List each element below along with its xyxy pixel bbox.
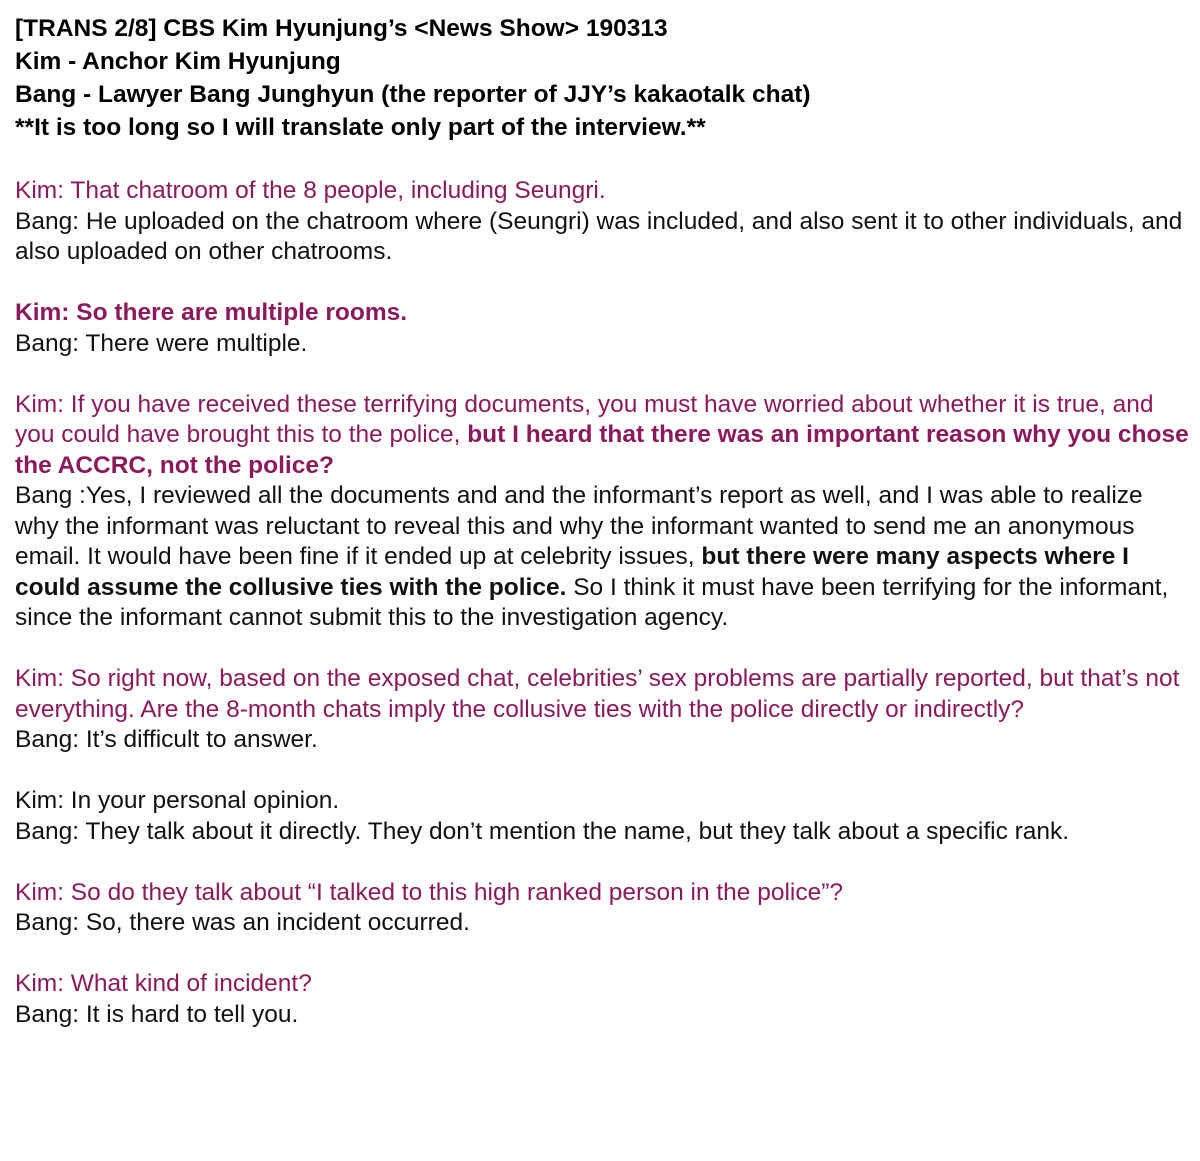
question-5: Kim: In your personal opinion. xyxy=(15,787,340,814)
question-3 xyxy=(15,390,1190,482)
answer-3-text-start: Bang :Yes, I reviewed all the documents and and the informant’s report as well, and I was able to realize why the informant was reluctant to reveal this and why the informant wanted to send me an anonymous email. It would have been fine if it ended up at celebrity issues, xyxy=(15,482,1143,570)
question-4: Kim: So right now, based on the exposed chat, celebrities’ sex problems are partially reported, but that’s not everything. Are the 8-month chats imply the collusive ties with the police directly or indirectly? xyxy=(15,665,1180,723)
question-6: Kim: So do they talk about “I talked to this high ranked person in the police”? xyxy=(15,878,844,906)
header-lawyer-line: Bang - Lawyer Bang Junghyun (the reporter of JJY’s kakaotalk chat) xyxy=(15,81,811,108)
header-title: [TRANS 2/8] CBS Kim Hyunjung’s <News Show> 190313 xyxy=(15,15,668,42)
question-3-text: Kim: If you have received these terrifying documents, you must have worried about whether it is true, and you could have brought this to the police, xyxy=(15,390,1154,448)
answer-7: Bang: It is hard to tell you. xyxy=(15,1000,299,1028)
answer-3 xyxy=(15,481,1190,634)
answer-2: Bang: There were multiple. xyxy=(15,329,308,357)
question-1: Kim: That chatroom of the 8 people, including Seungri. xyxy=(15,177,606,204)
answer-3-text-end: So I think it must have been terrifying for the informant, since the informant cannot submit this to the investigation agency. xyxy=(15,573,1169,631)
interview-body xyxy=(15,144,1190,1030)
answer-5: Bang: They talk about it directly. They don’t mention the name, but they talk about a specific rank. xyxy=(15,817,1070,845)
translation-document xyxy=(15,12,1190,1030)
question-3-emphasis: but I heard that there was an important reason why you chose the ACCRC, not the police? xyxy=(15,421,1189,479)
question-7: Kim: What kind of incident? xyxy=(15,970,312,997)
answer-3-emphasis: but there were many aspects where I could assume the collusive ties with the police. xyxy=(15,543,1129,601)
question-2: Kim: So there are multiple rooms. xyxy=(15,299,408,326)
header-anchor-line: Kim - Anchor Kim Hyunjung xyxy=(15,48,341,75)
answer-6: Bang: So, there was an incident occurred. xyxy=(15,909,470,936)
document-header xyxy=(15,12,1190,144)
header-note: **It is too long so I will translate only part of the interview.** xyxy=(15,114,706,141)
answer-4: Bang: It’s difficult to answer. xyxy=(15,726,318,753)
answer-1: Bang: He uploaded on the chatroom where (Seungri) was included, and also sent it to other individuals, and also uploaded on other chatrooms. xyxy=(15,207,1183,265)
